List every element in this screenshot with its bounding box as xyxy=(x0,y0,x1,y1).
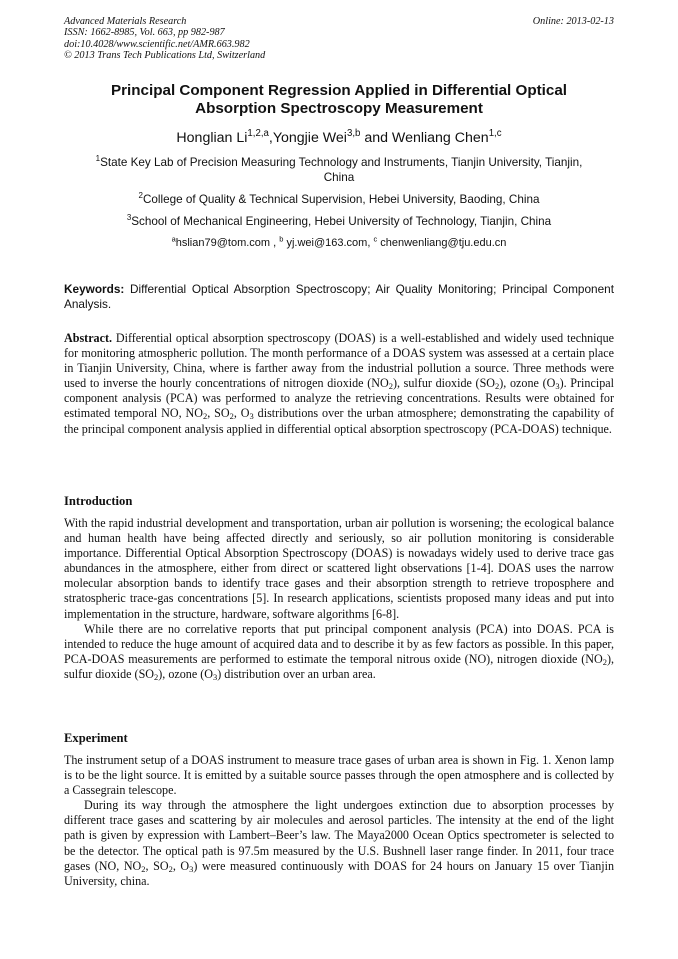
email-3[interactable]: chenwenliang@tju.edu.cn xyxy=(380,237,507,249)
subscript: 2 xyxy=(141,863,146,874)
keywords xyxy=(64,282,614,312)
journal-issn: ISSN: 1662-8985, Vol. 663, pp 982-987 xyxy=(64,27,225,39)
author-2-affiliation: 3,b xyxy=(346,128,361,140)
author-2: ,Yongjie Wei xyxy=(268,130,347,146)
introduction-body xyxy=(64,516,614,682)
email-1[interactable]: hslian79@tom.com , xyxy=(175,237,277,249)
section-heading-experiment: Experiment xyxy=(64,731,128,745)
affiliation-1 xyxy=(64,155,614,185)
email-marker-b: b xyxy=(279,234,284,244)
abstract-text: ). Principal component analysis (PCA) was performed to analyze the retrieving concentrations. Results were obtained for estimated temporal NO, NO xyxy=(64,376,614,421)
author-emails xyxy=(64,236,614,251)
title-line-2: Absorption Spectroscopy Measurement xyxy=(195,100,483,117)
experiment-paragraph-2 xyxy=(64,798,614,889)
author-1-affiliation: 1,2,a xyxy=(247,128,269,140)
affiliation-3-text: School of Mechanical Engineering, Hebei University of Technology, Tianjin, China xyxy=(131,215,552,228)
abstract-text: ), sulfur dioxide (SO xyxy=(392,376,496,391)
subscript: 2 xyxy=(388,381,393,392)
subscript: 3 xyxy=(555,381,560,392)
paragraph-text: While there are no correlative reports that put principal component analysis (PCA) into DOAS. PCA is intended to reduce the huge amount of acquired data and to describe it by as few factors as possible. In this paper, PCA-DOAS measurements are performed to estimate the temporal nitrous oxide (NO), nitrogen dioxide (NO xyxy=(64,621,614,666)
journal-copyright: © 2013 Trans Tech Publications Ltd, Switzerland xyxy=(64,50,266,62)
title-line-1: Principal Component Regression Applied in Differential Optical xyxy=(111,82,567,99)
author-1: Honglian Li xyxy=(176,130,248,146)
affiliation-1-line-1: State Key Lab of Precision Measuring Technology and Instruments, Tianjin University, Tianjin, xyxy=(100,156,583,169)
subscript: 2 xyxy=(203,411,208,422)
journal-name: Advanced Materials Research xyxy=(64,16,187,27)
author-3: and Wenliang Chen xyxy=(360,130,489,146)
affiliation-2-marker: 2 xyxy=(138,191,143,201)
subscript: 2 xyxy=(229,411,234,422)
affiliation-3 xyxy=(64,214,614,229)
paragraph-text: ) distribution over an urban area. xyxy=(217,666,376,681)
online-date: Online: 2013-02-13 xyxy=(532,16,614,27)
paragraph-text: , SO xyxy=(145,858,169,873)
abstract-text: ), ozone (O xyxy=(499,376,556,391)
affiliation-3-marker: 3 xyxy=(126,213,132,223)
journal-doi[interactable]: doi:10.4028/www.scientific.net/AMR.663.982 xyxy=(64,38,250,50)
abstract-text: , SO xyxy=(207,406,230,421)
email-marker-a: a xyxy=(171,234,176,244)
affiliation-1-line-2: China xyxy=(323,171,355,184)
subscript: 2 xyxy=(168,863,173,874)
abstract-text: , O xyxy=(233,406,250,421)
journal-header xyxy=(64,16,265,62)
subscript: 3 xyxy=(189,863,194,874)
abstract-label: Abstract. xyxy=(64,331,113,345)
paragraph-text: ), ozone (O xyxy=(158,666,214,681)
subscript: 2 xyxy=(602,656,607,667)
introduction-paragraph-1: With the rapid industrial development and transportation, urban air pollution is worsening; the ecological balance and human health have being affected directly and seriously, so air pollution monitoring is considerable importance. Differential Optical Absorption Spectroscopy (DOAS) is nowadays widely used to derive trace gas abundances in the atmosphere, either from direct or scattered light observations [1-4]. DOAS uses the narrow molecular absorption bands to identify trace gases and their absorption strength to retrieve troposphere and stratospheric trace-gas concentrations [5]. In research applications, scientists proposed many ideas and put into implementation in the structure, hardware, software algorithms [6-8]. xyxy=(64,516,614,621)
affiliation-2 xyxy=(64,192,614,207)
abstract xyxy=(64,331,614,437)
keywords-label: Keywords: xyxy=(64,282,125,296)
affiliation-2-text: College of Quality & Technical Supervision, Hebei University, Baoding, China xyxy=(142,193,540,206)
introduction-paragraph-2 xyxy=(64,622,614,682)
paragraph-text: ) were measured continuously with DOAS for 24 hours on January 15 over Tianjin University, china. xyxy=(64,858,615,888)
subscript: 3 xyxy=(249,411,254,422)
author-list xyxy=(64,130,614,146)
paper-title xyxy=(64,82,614,118)
experiment-body xyxy=(64,753,614,889)
subscript: 2 xyxy=(495,381,500,392)
paragraph-text: ), sulfur dioxide (SO xyxy=(64,651,614,681)
experiment-paragraph-1: The instrument setup of a DOAS instrument to measure trace gases of urban area is shown in Fig. 1. Xenon lamp is to be the light source. It is emitted by a suitable source passes through the open atmosphere and is collected by a Cassegrain telescope. xyxy=(64,753,614,798)
abstract-text: distributions over the urban atmosphere; demonstrating the capability of the principal component analysis applied in differential optical absorption spectroscopy (PCA-DOAS) technique. xyxy=(64,406,614,436)
abstract-text: Differential optical absorption spectroscopy (DOAS) is a well-established and widely used technique for monitoring atmospheric pollution. The month performance of a DOAS system was assessed at a certain place in Tianjin University, China, where is farther away from the industrial pollution a source. Three methods were used to inverse the hourly concentrations of nitrogen dioxide (NO xyxy=(64,331,614,391)
affiliation-1-marker: 1 xyxy=(95,154,101,164)
section-heading-introduction: Introduction xyxy=(64,494,133,508)
author-3-affiliation: 1,c xyxy=(488,128,502,140)
email-marker-c: c xyxy=(373,234,378,244)
subscript: 2 xyxy=(154,672,159,683)
email-2[interactable]: yj.wei@163.com, xyxy=(286,237,371,249)
paragraph-text: During its way through the atmosphere the light undergoes extinction due to absorption processes by different trace gases and scattering by air molecules and aerosol particles. The intensity at the end of the light path is given by expression with Lambert–Beer’s law. The Maya2000 Ocean Optics spectrometer is selected to be the detector. The optical path is 97.5m measured by the U.S. Bushnell laser range finder. In 2011, four trace gases (NO, NO xyxy=(64,798,614,873)
paragraph-text: , O xyxy=(172,858,190,873)
keywords-text: Differential Optical Absorption Spectroscopy; Air Quality Monitoring; Principal Component Analysis. xyxy=(64,282,614,311)
subscript: 3 xyxy=(213,672,218,683)
